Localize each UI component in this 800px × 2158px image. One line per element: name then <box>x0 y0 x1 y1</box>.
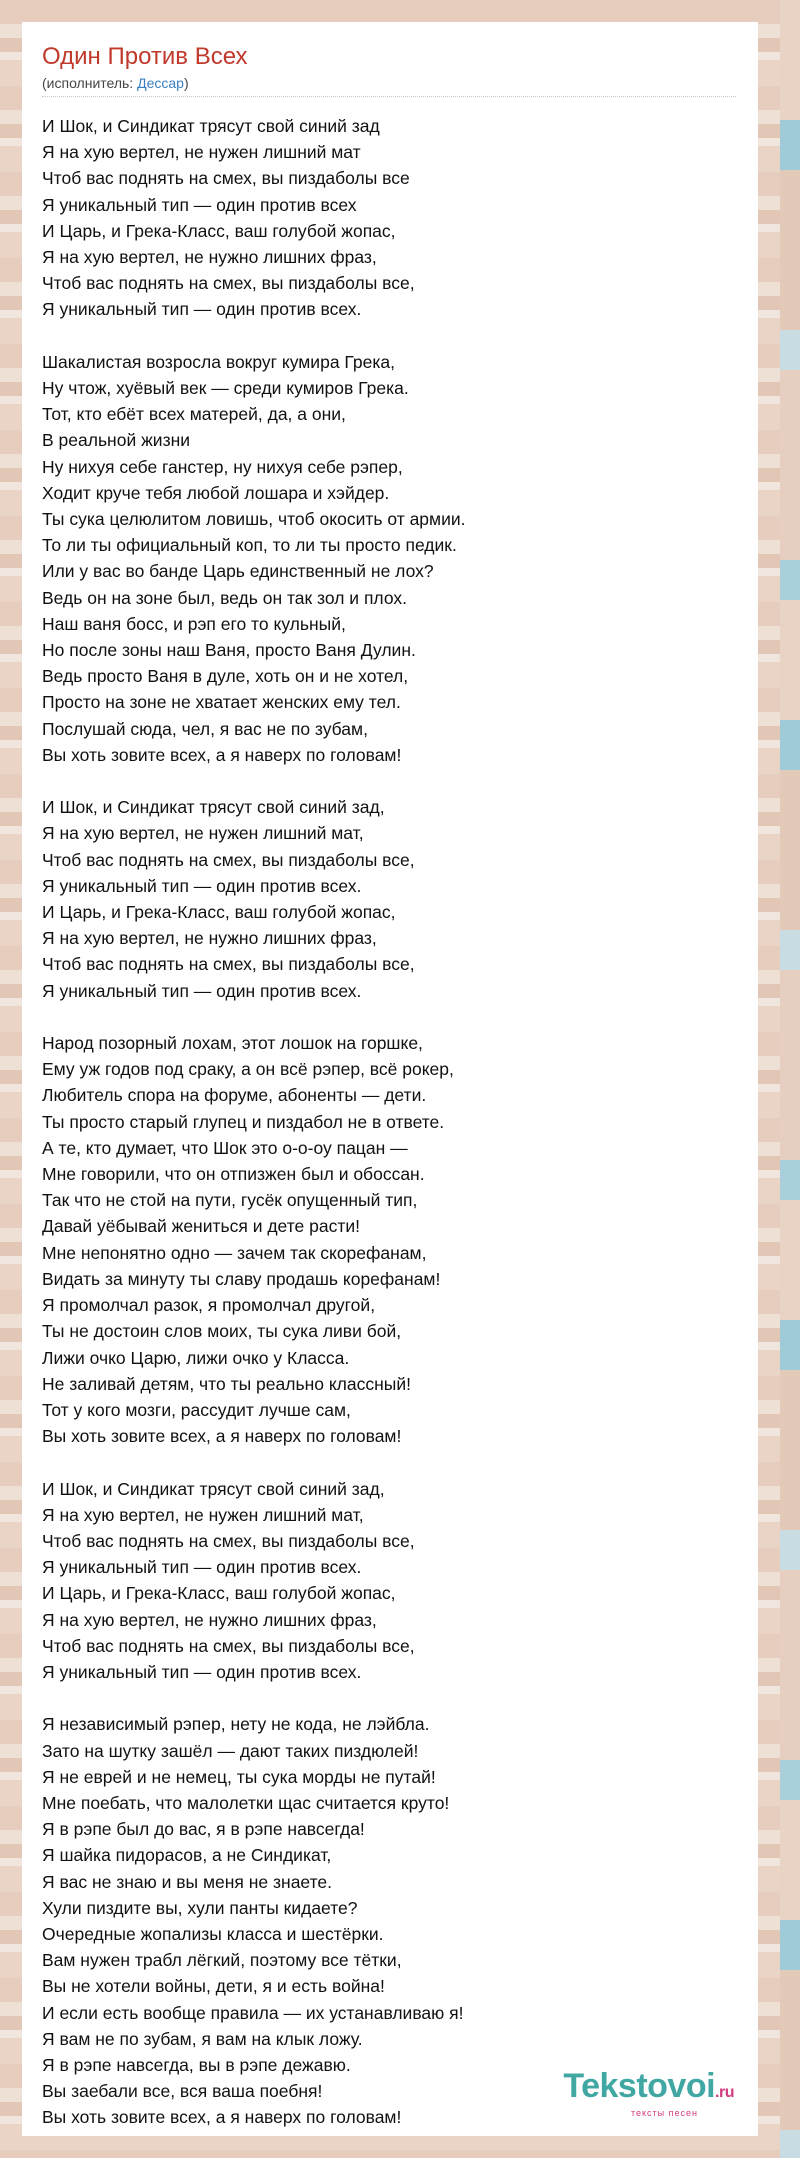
lyrics-line: Ты просто старый глупец и пиздабол не в ответе. <box>42 1111 445 1132</box>
lyrics-line: Вы хоть зовите всех, а я наверх по головам! <box>42 744 402 765</box>
lyrics-line: То ли ты официальный коп, то ли ты просто педик. <box>42 535 457 556</box>
lyrics-line: Вам нужен трабл лёгкий, поэтому все тётки, <box>42 1950 402 1971</box>
lyrics-line: Я на хую вертел, не нужно лишних фраз, <box>42 247 377 268</box>
lyrics-line: Давай уёбывай жениться и дете расти! <box>42 1216 360 1237</box>
lyrics-line: Чтоб вас поднять на смех, вы пиздаболы все, <box>42 849 415 870</box>
lyrics-line: Вы хоть зовите всех, а я наверх по головам! <box>42 1426 402 1447</box>
lyrics-line: Я уникальный тип — один против всех. <box>42 875 362 896</box>
lyrics-line: Но после зоны наш Ваня, просто Ваня Дулин. <box>42 640 416 661</box>
lyrics-stanza <box>42 1030 736 1449</box>
lyrics-line: Очередные жопализы класса и шестёрки. <box>42 1923 384 1944</box>
lyrics-line: Ведь просто Ваня в дуле, хоть он и не хотел, <box>42 666 409 687</box>
lyrics-line: Я не еврей и не немец, ты сука морды не путай! <box>42 1766 436 1787</box>
lyrics-line: А те, кто думает, что Шок это о-о-оу пацан — <box>42 1137 408 1158</box>
lyrics-line: Я в рэпе навсегда, вы в рэпе дежавю. <box>42 2054 351 2075</box>
lyrics-line: Просто на зоне не хватает женских ему тел. <box>42 692 401 713</box>
lyrics-line: Зато на шутку зашёл — дают таких пиздюлей! <box>42 1740 419 1761</box>
performer-line <box>42 74 736 97</box>
lyrics-line: Вы не хотели войны, дети, я и есть война! <box>42 1976 385 1997</box>
lyrics-line: Или у вас во банде Царь единственный не лох? <box>42 561 434 582</box>
lyrics-line: Ты сука целюлитом ловишь, чтоб окосить от армии. <box>42 509 466 530</box>
lyrics-line: Я на хую вертел, не нужно лишних фраз, <box>42 928 377 949</box>
lyrics-line: Видать за минуту ты славу продашь корефанам! <box>42 1268 441 1289</box>
lyrics-line: В реальной жизни <box>42 430 191 451</box>
lyrics-line: Я уникальный тип — один против всех <box>42 194 357 215</box>
logo-name: Tekstovoi <box>563 2067 716 2105</box>
lyrics-line: Мне поебать, что малолетки щас считается круто! <box>42 1792 450 1813</box>
lyrics-card <box>22 22 758 2136</box>
lyrics-line: Вы хоть зовите всех, а я наверх по головам! <box>42 2107 402 2128</box>
lyrics-line: Шакалистая возросла вокруг кумира Грека, <box>42 351 396 372</box>
lyrics-line: Послушай сюда, чел, я вас не по зубам, <box>42 718 368 739</box>
lyrics-line: Ну нихуя себе ганстер, ну нихуя себе рэпер, <box>42 456 403 477</box>
lyrics-line: Тот у кого мозги, рассудит лучше сам, <box>42 1399 351 1420</box>
lyrics-line: Я уникальный тип — один против всех. <box>42 980 362 1001</box>
lyrics-line: Так что не стой на пути, гусёк опущенный тип, <box>42 1190 418 1211</box>
lyrics-line: Ходит круче тебя любой лошара и хэйдер. <box>42 482 390 503</box>
lyrics-line: Я независимый рэпер, нету не кода, не лэйбла. <box>42 1714 430 1735</box>
logo-suffix: .ru <box>715 2084 734 2101</box>
performer-suffix: ) <box>183 75 189 91</box>
lyrics-line: Тот, кто ебёт всех матерей, да, а они, <box>42 404 346 425</box>
lyrics-line: Я на хую вертел, не нужно лишних фраз, <box>42 1609 377 1630</box>
lyrics-stanza <box>42 794 736 1004</box>
lyrics-line: Чтоб вас поднять на смех, вы пиздаболы все, <box>42 1635 415 1656</box>
lyrics-line: Лижи очко Царю, лижи очко у Класса. <box>42 1347 350 1368</box>
lyrics-line: Я уникальный тип — один против всех. <box>42 1557 362 1578</box>
lyrics-line: Я на хую вертел, не нужен лишний мат <box>42 142 361 163</box>
lyrics-line: И Шок, и Синдикат трясут свой синий зад, <box>42 1478 385 1499</box>
lyrics-line: Наш ваня босс, и рэп его то кульный, <box>42 613 346 634</box>
lyrics-line: Я уникальный тип — один против всех. <box>42 299 362 320</box>
lyrics-stanza <box>42 1476 736 1686</box>
song-title: Один Против Всех <box>42 43 248 70</box>
lyrics-line: Ему уж годов под сраку, а он всё рэпер, всё рокер, <box>42 1059 454 1080</box>
lyrics-line: Я в рэпе был до вас, я в рэпе навсегда! <box>42 1819 365 1840</box>
lyrics-line: Я на хую вертел, не нужен лишний мат, <box>42 823 364 844</box>
logo-tagline: тексты песен <box>630 2108 698 2118</box>
lyrics-line: Вы заебали все, вся ваша поебня! <box>42 2081 323 2102</box>
performer-link[interactable]: Дессар <box>137 75 184 91</box>
lyrics-line: Мне говорили, что он отпизжен был и обоссан. <box>42 1164 425 1185</box>
lyrics-line: Ведь он на зоне был, ведь он так зол и плох. <box>42 587 407 608</box>
lyrics-stanza <box>42 113 736 323</box>
lyrics-line: Не заливай детям, что ты реально классный! <box>42 1373 412 1394</box>
lyrics-stanza <box>42 349 736 768</box>
lyrics-line: Я вам не по зубам, я вам на клык ложу. <box>42 2028 363 2049</box>
lyrics-line: Я вас не знаю и вы меня не знаете. <box>42 1871 332 1892</box>
site-logo[interactable] <box>563 2069 734 2118</box>
side-stripe-decoration <box>780 0 800 2158</box>
lyrics-line: Я уникальный тип — один против всех. <box>42 1661 362 1682</box>
lyrics-line: Я на хую вертел, не нужен лишний мат, <box>42 1504 364 1525</box>
lyrics-line: Чтоб вас поднять на смех, вы пиздаболы все, <box>42 954 415 975</box>
lyrics-line: Любитель спора на форуме, абоненты — дети. <box>42 1085 427 1106</box>
lyrics-body <box>42 113 736 2131</box>
lyrics-line: Ну чтож, хуёвый век — среди кумиров Грека. <box>42 378 409 399</box>
lyrics-line: Я промолчал разок, я промолчал другой, <box>42 1295 376 1316</box>
lyrics-line: Я шайка пидорасов, а не Синдикат, <box>42 1845 332 1866</box>
lyrics-line: И Шок, и Синдикат трясут свой синий зад, <box>42 797 385 818</box>
lyrics-line: Ты не достоин слов моих, ты сука ливи бой, <box>42 1321 402 1342</box>
lyrics-line: Народ позорный лохам, этот лошок на горшке, <box>42 1033 423 1054</box>
lyrics-line: И если есть вообще правила — их устанавливаю я! <box>42 2002 464 2023</box>
lyrics-line: И Царь, и Грека-Класс, ваш голубой жопас, <box>42 220 396 241</box>
lyrics-line: И Шок, и Синдикат трясут свой синий зад <box>42 116 380 136</box>
lyrics-line: Чтоб вас поднять на смех, вы пиздаболы все, <box>42 1530 415 1551</box>
lyrics-line: Хули пиздите вы, хули панты кидаете? <box>42 1897 358 1918</box>
performer-prefix: (исполнитель: <box>42 75 138 91</box>
lyrics-line: Мне непонятно одно — зачем так скорефанам, <box>42 1242 427 1263</box>
lyrics-line: И Царь, и Грека-Класс, ваш голубой жопас, <box>42 902 396 923</box>
logo-wordmark <box>563 2069 734 2110</box>
lyrics-line: Чтоб вас поднять на смех, вы пиздаболы все <box>42 168 410 189</box>
lyrics-line: И Царь, и Грека-Класс, ваш голубой жопас, <box>42 1583 396 1604</box>
lyrics-line: Чтоб вас поднять на смех, вы пиздаболы все, <box>42 273 415 294</box>
